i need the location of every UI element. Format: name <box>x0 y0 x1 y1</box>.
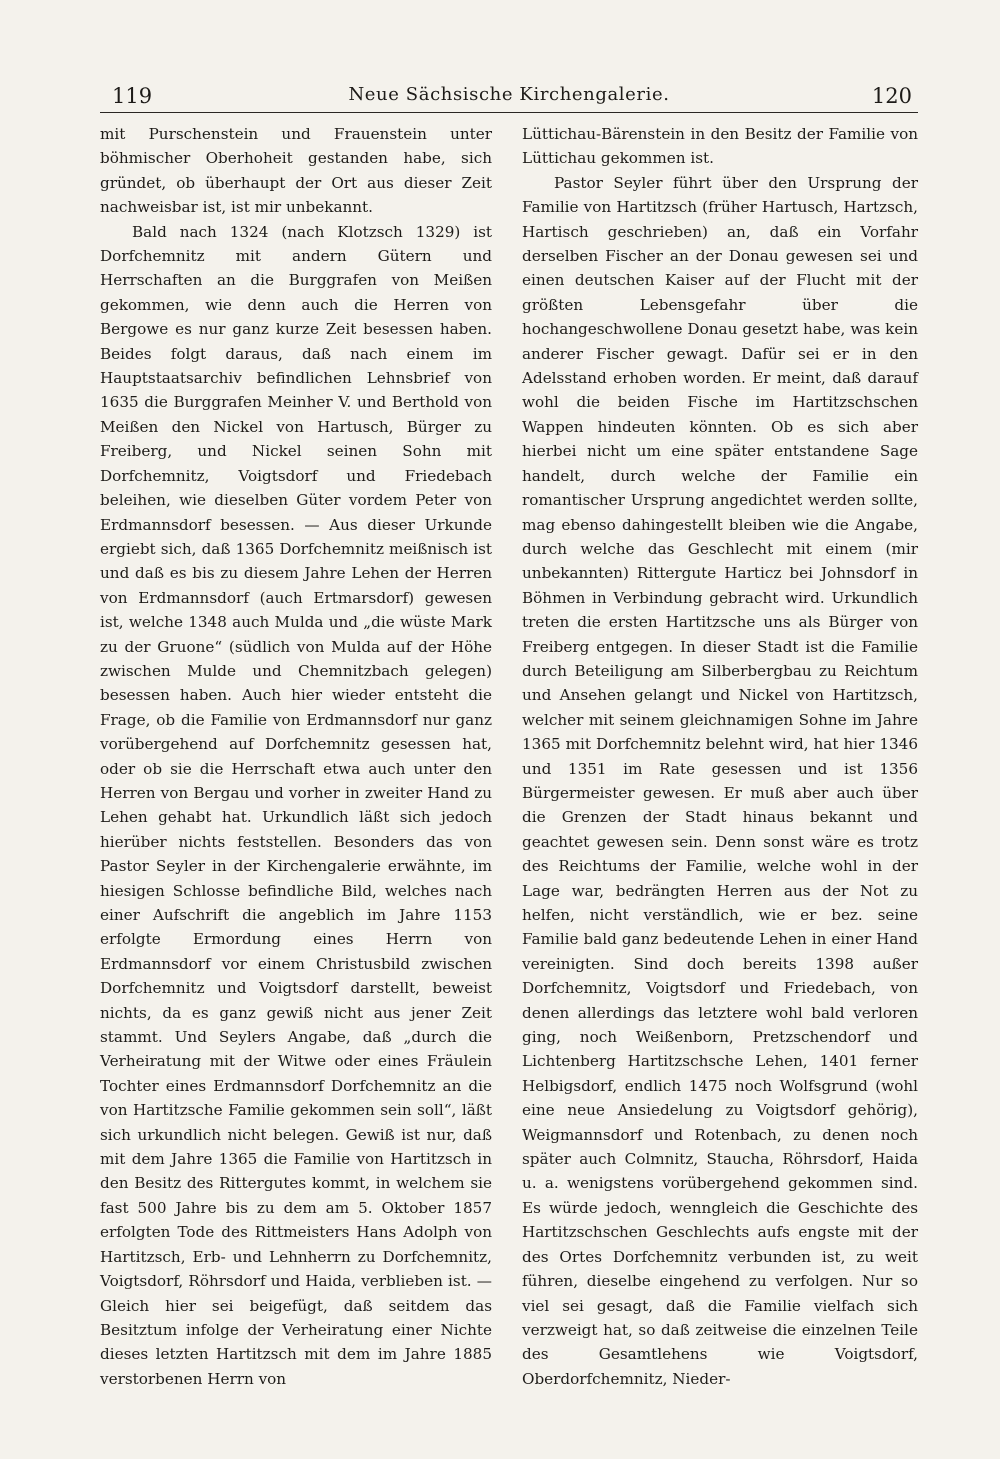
right-paragraph-1: Lüttichau-Bärenstein in den Besitz der Familie von Lüttichau gekommen ist. <box>522 125 918 168</box>
page-number-left: 119 <box>112 84 153 108</box>
running-header <box>100 80 918 113</box>
left-column <box>100 122 492 1391</box>
left-paragraph-2: Bald nach 1324 (nach Klotzsch 1329) ist Dorfchemnitz mit andern Gütern und Herrschaften an die Burggrafen von Meißen gekommen, wie denn auch die Herren von Bergowe es nur ganz kurze Zeit besessen haben. Beides folgt daraus, daß nach einem im Hauptstaatsarchiv befindlichen Lehnsbrief von 1635 die Burggrafen Meinher V. und Berthold von Meißen den Nickel von Hartusch, Bürger zu Freiberg, und Nickel seinen Sohn mit Dorfchemnitz, Voigtsdorf und Friedebach beleihen, wie dieselben Güter vordem Peter von Erdmannsdorf besessen. — Aus dieser Urkunde ergiebt sich, daß 1365 Dorfchemnitz meißnisch ist und daß es bis zu diesem Jahre Lehen der Herren von Erdmannsdorf (auch Ertmarsdorf) gewesen ist, welche 1348 auch Mulda und „die wüste Mark zu der Gruone“ (südlich von Mulda auf der Höhe zwischen Mulde und Chemnitzbach gelegen) besessen haben. Auch hier wieder entsteht die Frage, ob die Familie von Erdmannsdorf nur ganz vorübergehend auf Dorfchemnitz gesessen hat, oder ob sie die Herrschaft etwa auch unter den Herren von Bergau und vorher in zweiter Hand zu Lehen gehabt hat. Urkundlich läßt sich jedoch hierüber nichts feststellen. Besonders das von Pastor Seyler in der Kirchengalerie erwähnte, im hiesigen Schlosse befindliche Bild, welches nach einer Aufschrift die angeblich im Jahre 1153 erfolgte Ermordung eines Herrn von Erdmannsdorf vor einem Christusbild zwischen Dorfchemnitz und Voigtsdorf darstellt, beweist nichts, da es ganz gewiß nicht aus jener Zeit stammt. Und Seylers Angabe, daß „durch die Verheiratung mit der Witwe oder eines Fräulein Tochter eines Erdmannsdorf Dorfchemnitz an die von Hartitzsche Familie gekommen sein soll“, läßt sich urkundlich nicht belegen. Gewiß ist nur, daß mit dem Jahre 1365 die Familie von Hartitzsch in den Besitz des Rittergutes kommt, in welchem sie fast 500 Jahre bis zu dem am 5. Oktober 1857 erfolgten Tode des Rittmeisters Hans Adolph von Hartitzsch, Erb- und Lehnherrn zu Dorfchemnitz, Voigtsdorf, Röhrsdorf und Haida, verblieben ist. — Gleich hier sei beigefügt, daß seitdem das Besitztum infolge der Verheiratung einer Nichte dieses letzten Hartitzsch mit dem im Jahre 1885 verstorbenen Herrn von <box>100 222 492 1388</box>
right-paragraph-2: Pastor Seyler führt über den Ursprung der Familie von Hartitzsch (früher Hartusch, Hartzsch, Hartisch geschrieben) an, daß ein Vorfahr derselben Fischer an der Donau gewesen sei und einen deutschen Kaiser auf der Flucht mit der größten Lebensgefahr über die hochangeschwollene Donau gesetzt habe, was kein anderer Fischer gewagt. Dafür sei er in den Adelsstand erhoben worden. Er meint, daß darauf wohl die beiden Fische im Hartitzschschen Wappen hindeuten könnten. Ob es sich aber hierbei nicht um eine später entstandene Sage handelt, durch welche der Familie ein romantischer Ursprung angedichtet werden sollte, mag ebenso dahingestellt bleiben wie die Angabe, durch welche das Geschlecht mit einem (mir unbekannten) Rittergute Harticz bei Johnsdorf in Böhmen in Verbindung gebracht wird. Urkundlich treten die ersten Hartitzsche uns als Bürger von Freiberg entgegen. In dieser Stadt ist die Familie durch Beteiligung am Silberbergbau zu Reichtum und Ansehen gelangt und Nickel von Hartitzsch, welcher mit seinem gleichnamigen Sohne im Jahre 1365 mit Dorfchemnitz belehnt wird, hat hier 1346 und 1351 im Rate gesessen und ist 1356 Bürgermeister gewesen. Er muß aber auch über die Grenzen der Stadt hinaus bekannt und geachtet gewesen sein. Denn sonst wäre es trotz des Reichtums der Familie, welche wohl in der Lage war, bedrängten Herren aus der Not zu helfen, nicht verständlich, wie er bez. seine Familie bald ganz bedeutende Lehen in einer Hand vereinigten. Sind doch bereits 1398 außer Dorfchemnitz, Voigtsdorf und Friedebach, von denen allerdings das letztere wohl bald verloren ging, noch Weißenborn, Pretzschendorf und Lichtenberg Hartitzschsche Lehen, 1401 ferner Helbigsdorf, endlich 1475 noch Wolfsgrund (wohl eine neue Ansiedelung zu Voigtsdorf gehörig), Weigmannsdorf und Rotenbach, zu denen noch später auch Colmnitz, Staucha, Röhrsdorf, Haida u. a. wenigstens vorübergehend gekommen sind. Es würde jedoch, wenngleich die Geschichte des Hartitzschschen Geschlechts aufs engste mit der des Ortes Dorfchemnitz verbunden ist, zu weit führen, dieselbe eingehend zu verfolgen. Nur so viel sei gesagt, daß die Familie vielfach sich verzweigt hat, so daß zeitweise die einzelnen Teile des Gesamtlehens wie Voigtsdorf, Oberdorfchemnitz, Nieder- <box>522 173 918 1388</box>
page-number-right: 120 <box>871 84 912 108</box>
left-paragraph-1: mit Purschenstein und Frauenstein unter böhmischer Oberhoheit gestanden habe, sich gründet, ob überhaupt der Ort aus dieser Zeit nachweisbar ist, ist mir unbekannt. <box>100 125 492 217</box>
running-title: Neue Sächsische Kirchengalerie. <box>348 84 670 105</box>
right-column <box>522 122 918 1391</box>
